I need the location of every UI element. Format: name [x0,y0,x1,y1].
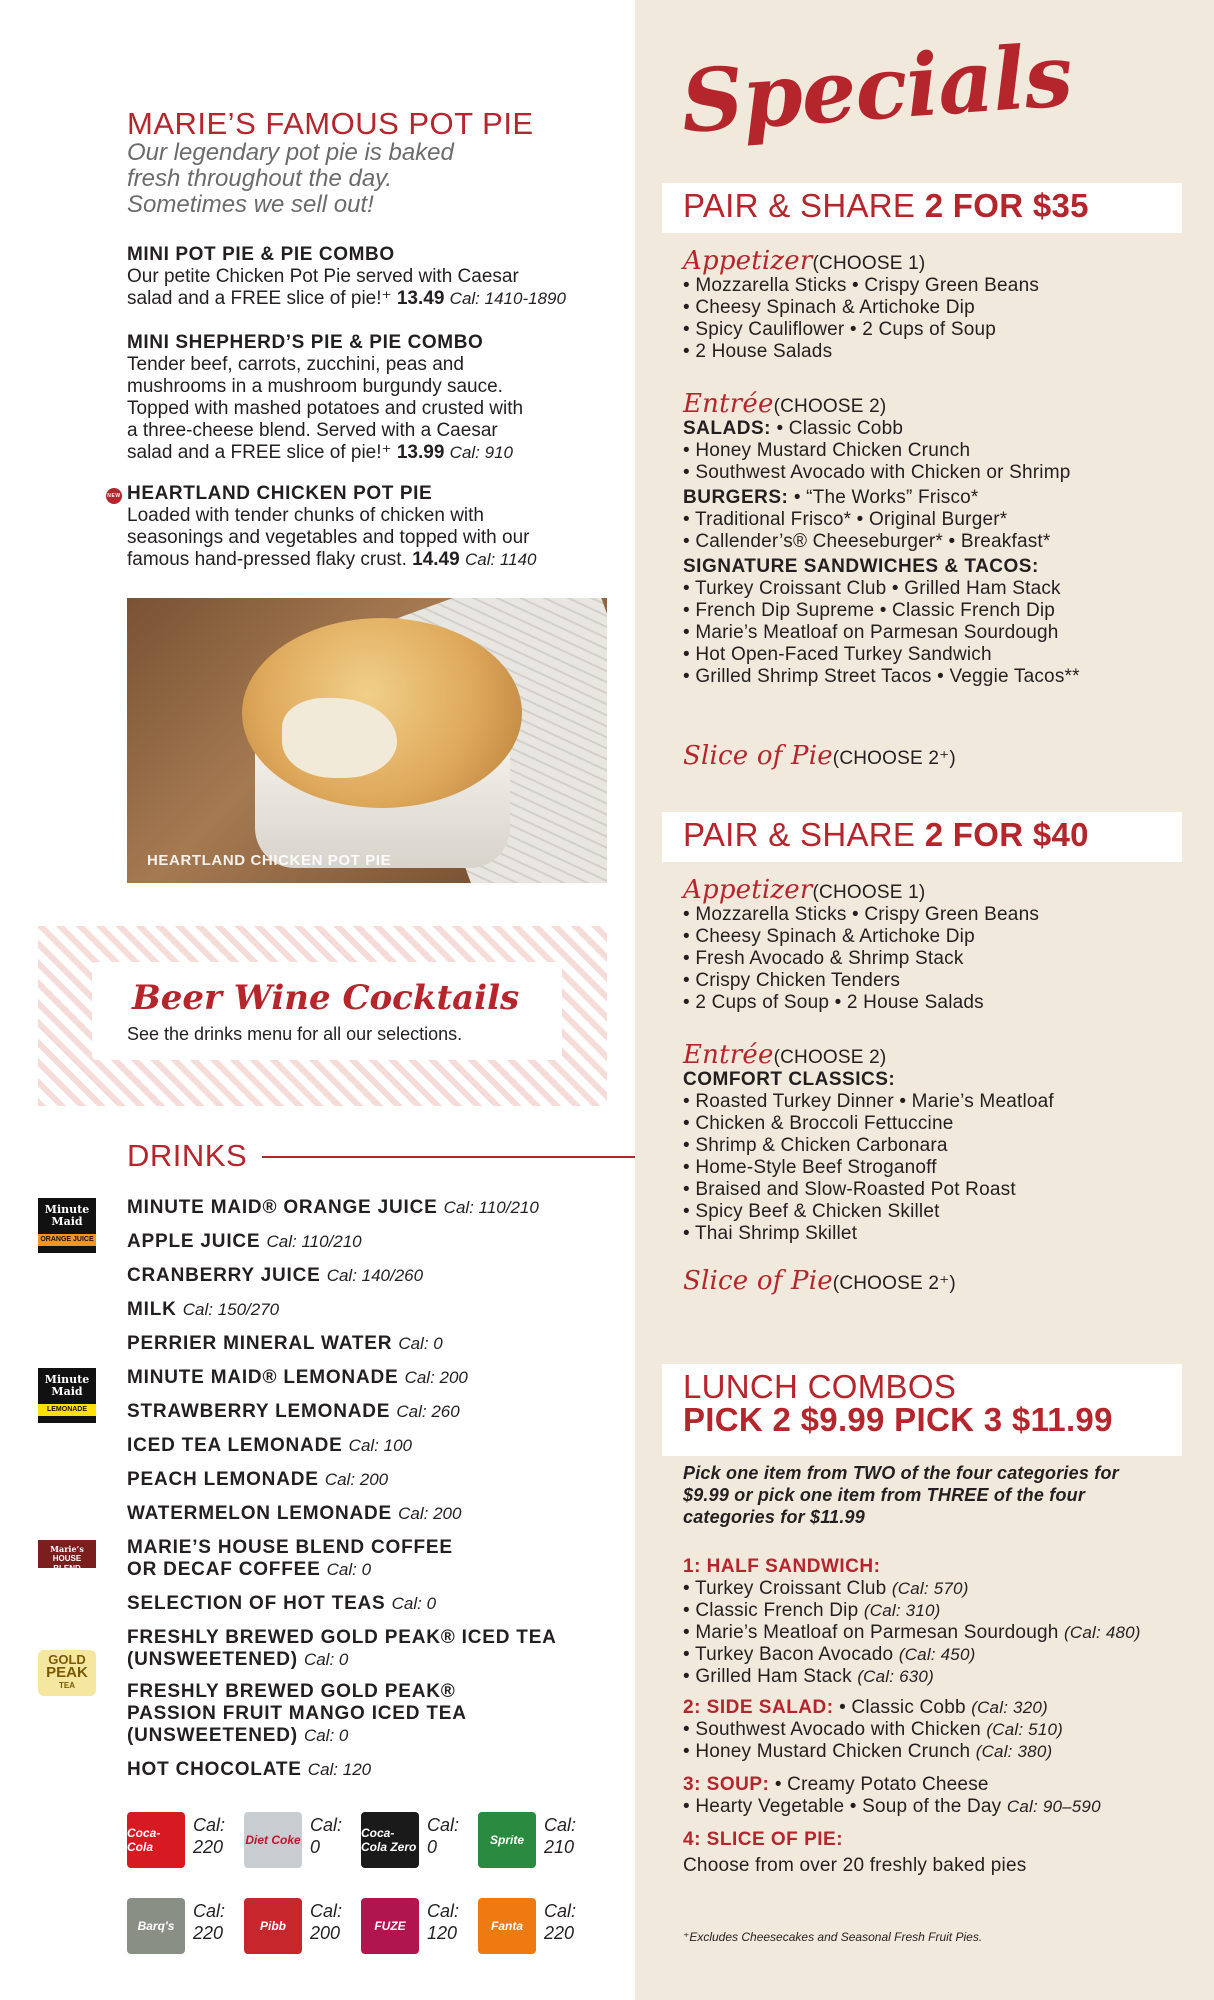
pair40-entrees: Entrée(CHOOSE 2) COMFORT CLASSICS: • Roasted Turkey Dinner • Marie’s Meatloaf • Chicken & Broccoli Fettuccine • Shrimp & Chicken Carbonara • Home-Style Beef Stroganoff • Braised and Slow-Roasted Pot Roast • Spicy Beef & Chicken Skillet • Thai Shrimp Skillet [683,1040,1054,1244]
drink-item: FRESHLY BREWED GOLD PEAK® ICED TEA (UNSWEETENED) Cal: 0 [127,1627,557,1670]
drink-item: SELECTION OF HOT TEAS Cal: 0 [127,1593,437,1614]
beer-wine-cocktails-banner [38,926,607,1106]
drink-item: APPLE JUICE Cal: 110/210 [127,1231,362,1252]
menu-item-mini-shepherds-pie: MINI SHEPHERD’S PIE & PIE COMBO Tender beef, carrots, zucchini, peas and mushrooms in a mushroom burgundy sauce. Topped with mashed potatoes and crusted with a three-cheese blend. Served with a Caesar salad and a FREE slice of pie!⁺ 13.99 Cal: 910 [127,332,524,463]
specials-title: Specials [677,24,1075,153]
soda-calories: Cal: 0 [310,1815,343,1857]
pair-share-35-header: PAIR & SHARE 2 FOR $35 [662,183,1182,233]
soda-can-icon: Barq's [127,1898,185,1954]
drinks-title: DRINKS [127,1138,248,1173]
pair40-appetizers: Appetizer(CHOOSE 1) • Mozzarella Sticks • Crispy Green Beans • Cheesy Spinach & Artichoke Dip • Fresh Avocado & Shrimp Stack • Crispy Chicken Tenders • 2 Cups of Soup • 2 House Salads [683,875,1040,1013]
drink-item: STRAWBERRY LEMONADE Cal: 260 [127,1401,460,1422]
drink-item: WATERMELON LEMONADE Cal: 200 [127,1503,462,1524]
pot-pie-title: MARIE’S FAMOUS POT PIE [127,106,534,141]
minute-maid-lemonade-logo: Minute Maid LEMONADE [38,1368,96,1423]
drink-item: MARIE’S HOUSE BLEND COFFEE OR DECAF COFFEE Cal: 0 [127,1537,453,1580]
soda-calories: Cal: 220 [544,1901,577,1943]
soda-calories: Cal: 220 [193,1901,226,1943]
drink-item: PEACH LEMONADE Cal: 200 [127,1469,389,1490]
drink-item: MINUTE MAID® ORANGE JUICE Cal: 110/210 [127,1197,539,1218]
new-badge: NEW [106,488,122,504]
soda-calories: Cal: 210 [544,1815,577,1857]
lunch-half-sandwich: 1: HALF SANDWICH: • Turkey Croissant Club (Cal: 570) • Classic French Dip (Cal: 310) • Marie’s Meatloaf on Parmesan Sourdough (Cal: 480) • Turkey Bacon Avocado (Cal: 450) • Grilled Ham Stack (Cal: 630) [683,1556,1141,1687]
lunch-combos-header: LUNCH COMBOS PICK 2 $9.99 PICK 3 $11.99 [662,1364,1182,1456]
footnote: ⁺Excludes Cheesecakes and Seasonal Fresh Fruit Pies. [683,1930,983,1944]
minute-maid-oj-logo: Minute Maid ORANGE JUICE [38,1198,96,1253]
menu-item-heartland-pot-pie: NEW HEARTLAND CHICKEN POT PIE Loaded with tender chunks of chicken with seasonings and vegetables and topped with our famous hand-pressed flaky crust. 14.49 Cal: 1140 [107,483,537,570]
maries-coffee-logo: Marie’s HOUSE BLEND [38,1540,96,1568]
beer-title: Beer Wine Cocktails [132,978,520,1018]
menu-item-mini-pot-pie: MINI POT PIE & PIE COMBO Our petite Chicken Pot Pie served with Caesar salad and a FREE slice of pie!⁺ 13.49 Cal: 1410-1890 [127,244,566,309]
slice-of-pie-label: Slice of Pie [683,741,833,771]
gold-peak-logo: GOLD PEAK TEA [38,1650,96,1696]
pot-pie-photo [127,598,607,883]
drink-item: CRANBERRY JUICE Cal: 140/260 [127,1265,424,1286]
lunch-intro: Pick one item from TWO of the four categories for $9.99 or pick one item from THREE of the four categories for $11.99 [683,1463,1119,1527]
soda-calories: Cal: 220 [193,1815,226,1857]
photo-caption: HEARTLAND CHICKEN POT PIE [147,852,392,869]
drinks-divider [262,1156,635,1158]
pair-share-40-header: PAIR & SHARE 2 FOR $40 [662,812,1182,862]
pair35-appetizers: Appetizer(CHOOSE 1) • Mozzarella Sticks • Crispy Green Beans • Cheesy Spinach & Artichoke Dip • Spicy Cauliflower • 2 Cups of Soup • 2 House Salads [683,246,1040,362]
drink-item: MILK Cal: 150/270 [127,1299,280,1320]
soda-can-icon: FUZE [361,1898,419,1954]
soda-can-icon: Pibb [244,1898,302,1954]
pair35-pie: Slice of Pie(CHOOSE 2⁺) [683,741,956,771]
soda-calories: Cal: 0 [427,1815,460,1857]
soda-can-icon: Coca-Cola Zero [361,1812,419,1868]
soda-can-icon: Sprite [478,1812,536,1868]
lunch-pie: 4: SLICE OF PIE: Choose from over 20 freshly baked pies [683,1829,1027,1876]
drink-item: MINUTE MAID® LEMONADE Cal: 200 [127,1367,468,1388]
pair35-entrees: Entrée(CHOOSE 2) SALADS: • Classic Cobb • Honey Mustard Chicken Crunch • Southwest Avocado with Chicken or Shrimp BURGERS: • “The Works” Frisco* • Traditional Frisco* • Original Burger* • Callender’s® Cheeseburger* • Breakfast* SIGNATURE SANDWICHES & TACOS: • Turkey Croissant Club • Grilled Ham Stack • French Dip Supreme • Classic French Dip • Marie’s Meatloaf on Parmesan Sourdough • Hot Open-Faced Turkey Sandwich • Grilled Shrimp Street Tacos • Veggie Tacos** [683,389,1080,687]
beer-subtitle: See the drinks menu for all our selections. [127,1024,463,1044]
entree-label: Entrée [683,389,774,419]
soda-can-icon: Fanta [478,1898,536,1954]
soda-can-icon: Coca-Cola [127,1812,185,1868]
pot-pie-intro: Our legendary pot pie is baked fresh throughout the day. Sometimes we sell out! [127,139,454,218]
drink-item: ICED TEA LEMONADE Cal: 100 [127,1435,412,1456]
lunch-side-salad: 2: SIDE SALAD: • Classic Cobb (Cal: 320) • Southwest Avocado with Chicken (Cal: 510) • Honey Mustard Chicken Crunch (Cal: 380) [683,1697,1063,1762]
soda-can-icon: Diet Coke [244,1812,302,1868]
drink-item: PERRIER MINERAL WATER Cal: 0 [127,1333,443,1354]
drink-item: FRESHLY BREWED GOLD PEAK® PASSION FRUIT MANGO ICED TEA (UNSWEETENED) Cal: 0 [127,1681,467,1746]
soda-calories: Cal: 200 [310,1901,343,1943]
soda-calories: Cal: 120 [427,1901,460,1943]
pair40-pie: Slice of Pie(CHOOSE 2⁺) [683,1266,956,1296]
drink-item: HOT CHOCOLATE Cal: 120 [127,1759,372,1780]
appetizer-label: Appetizer [683,246,813,276]
lunch-soup: 3: SOUP: • Creamy Potato Cheese • Hearty Vegetable • Soup of the Day Cal: 90–590 [683,1774,1101,1817]
